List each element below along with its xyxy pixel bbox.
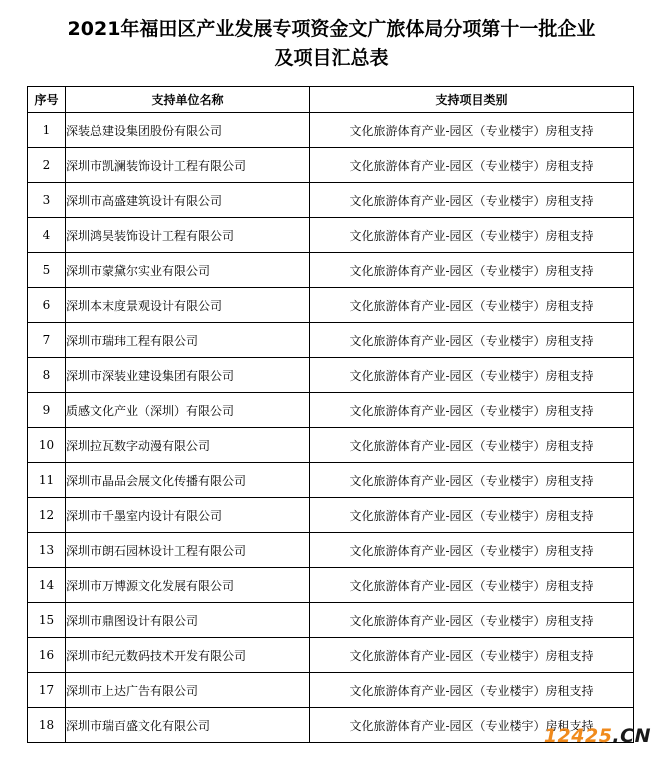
cell-serial-number: 5 [28,253,66,288]
cell-serial-number: 8 [28,358,66,393]
cell-project-category: 文化旅游体育产业-园区（专业楼宇）房租支持 [310,183,634,218]
cell-serial-number: 13 [28,533,66,568]
cell-company-name: 深圳市凯澜装饰设计工程有限公司 [66,148,310,183]
cell-company-name: 深圳市鼎图设计有限公司 [66,603,310,638]
cell-company-name: 深圳市朗石园林设计工程有限公司 [66,533,310,568]
cell-project-category: 文化旅游体育产业-园区（专业楼宇）房租支持 [310,113,634,148]
cell-serial-number: 17 [28,673,66,708]
cell-project-category: 文化旅游体育产业-园区（专业楼宇）房租支持 [310,358,634,393]
cell-company-name: 深圳鸿昊装饰设计工程有限公司 [66,218,310,253]
cell-company-name: 深圳市蒙黛尔实业有限公司 [66,253,310,288]
cell-serial-number: 16 [28,638,66,673]
table-row [28,638,634,673]
table-row [28,288,634,323]
cell-project-category: 文化旅游体育产业-园区（专业楼宇）房租支持 [310,568,634,603]
cell-company-name: 深圳市深装业建设集团有限公司 [66,358,310,393]
table-row [28,323,634,358]
table-row [28,708,634,743]
cell-project-category: 文化旅游体育产业-园区（专业楼宇）房租支持 [310,393,634,428]
cell-serial-number: 14 [28,568,66,603]
cell-company-name: 深圳市晶品会展文化传播有限公司 [66,463,310,498]
cell-serial-number: 10 [28,428,66,463]
table-row [28,253,634,288]
table-row [28,568,634,603]
table-row [28,218,634,253]
cell-company-name: 深圳市纪元数码技术开发有限公司 [66,638,310,673]
cell-company-name: 质感文化产业（深圳）有限公司 [66,393,310,428]
header-serial-number: 序号 [28,87,66,113]
cell-serial-number: 11 [28,463,66,498]
cell-serial-number: 3 [28,183,66,218]
watermark-dot: . [612,725,621,747]
cell-company-name: 深圳市高盛建筑设计有限公司 [66,183,310,218]
table-row [28,673,634,708]
cell-company-name: 深圳拉瓦数字动漫有限公司 [66,428,310,463]
cell-project-category: 文化旅游体育产业-园区（专业楼宇）房租支持 [310,638,634,673]
table-header-row [28,87,634,113]
table-row [28,463,634,498]
cell-project-category: 文化旅游体育产业-园区（专业楼宇）房租支持 [310,253,634,288]
watermark-tld: CN [620,725,651,747]
cell-company-name: 深圳市瑞玮工程有限公司 [66,323,310,358]
table-header [28,87,634,113]
cell-project-category: 文化旅游体育产业-园区（专业楼宇）房租支持 [310,603,634,638]
table-row [28,183,634,218]
watermark-number: 12425 [543,725,613,747]
table-row [28,148,634,183]
cell-project-category: 文化旅游体育产业-园区（专业楼宇）房租支持 [310,708,634,743]
cell-project-category: 文化旅游体育产业-园区（专业楼宇）房租支持 [310,148,634,183]
cell-serial-number: 15 [28,603,66,638]
cell-company-name: 深圳市上达广告有限公司 [66,673,310,708]
cell-serial-number: 2 [28,148,66,183]
table-row [28,428,634,463]
header-company-name: 支持单位名称 [66,87,310,113]
site-watermark [544,725,651,747]
cell-project-category: 文化旅游体育产业-园区（专业楼宇）房租支持 [310,428,634,463]
table-body [28,113,634,743]
summary-table [27,86,634,743]
cell-serial-number: 6 [28,288,66,323]
cell-project-category: 文化旅游体育产业-园区（专业楼宇）房租支持 [310,218,634,253]
document-title-line2: 及项目汇总表 [274,47,389,69]
cell-company-name: 深圳市万博源文化发展有限公司 [66,568,310,603]
table-row [28,113,634,148]
cell-serial-number: 7 [28,323,66,358]
cell-company-name: 深圳市千墨室内设计有限公司 [66,498,310,533]
cell-project-category: 文化旅游体育产业-园区（专业楼宇）房租支持 [310,498,634,533]
cell-project-category: 文化旅游体育产业-园区（专业楼宇）房租支持 [310,288,634,323]
cell-project-category: 文化旅游体育产业-园区（专业楼宇）房租支持 [310,533,634,568]
cell-serial-number: 12 [28,498,66,533]
cell-project-category: 文化旅游体育产业-园区（专业楼宇）房租支持 [310,463,634,498]
table-row [28,533,634,568]
document-title-line1: 2021年福田区产业发展专项资金文广旅体局分项第十一批企业 [67,18,596,40]
cell-company-name: 深装总建设集团股份有限公司 [66,113,310,148]
header-project-category: 支持项目类别 [310,87,634,113]
cell-serial-number: 1 [28,113,66,148]
table-row [28,358,634,393]
cell-company-name: 深圳本末度景观设计有限公司 [66,288,310,323]
cell-project-category: 文化旅游体育产业-园区（专业楼宇）房租支持 [310,323,634,358]
cell-serial-number: 4 [28,218,66,253]
table-row [28,498,634,533]
cell-project-category: 文化旅游体育产业-园区（专业楼宇）房租支持 [310,673,634,708]
table-row [28,393,634,428]
cell-company-name: 深圳市瑞百盛文化有限公司 [66,708,310,743]
table-row [28,603,634,638]
cell-serial-number: 18 [28,708,66,743]
cell-serial-number: 9 [28,393,66,428]
